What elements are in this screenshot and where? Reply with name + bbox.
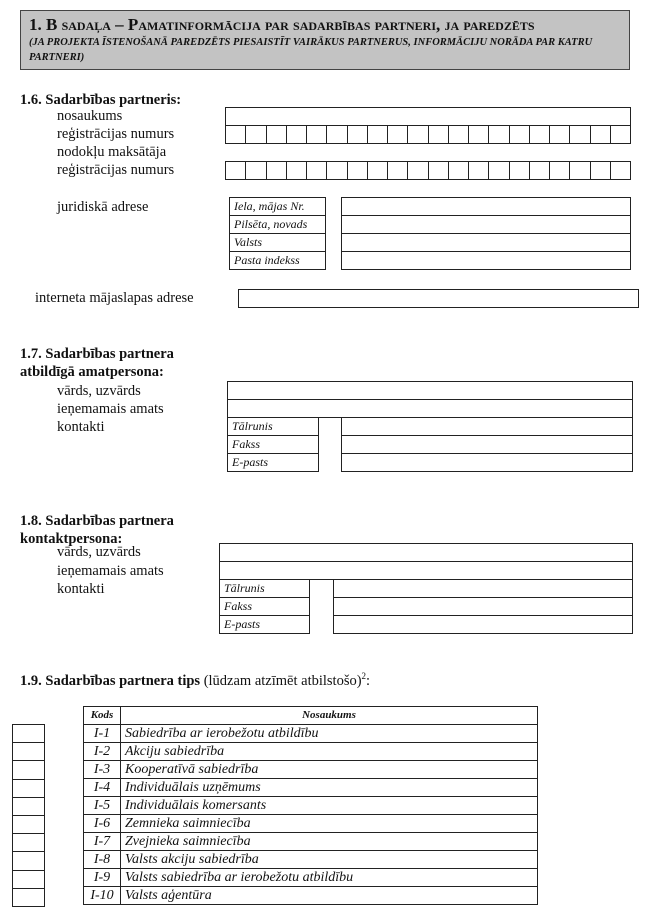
digit-cell[interactable] — [226, 162, 246, 179]
digit-cell[interactable] — [591, 162, 611, 179]
phone-field[interactable] — [334, 580, 632, 598]
digit-cell[interactable] — [246, 162, 266, 179]
type-code: I-1 — [84, 725, 121, 743]
label-contacts: kontakti — [57, 581, 105, 597]
digit-cell[interactable] — [287, 162, 307, 179]
label-position: ieņemamais amats — [57, 401, 164, 417]
type-row — [84, 725, 538, 743]
type-name: Valsts sabiedrība ar ierobežotu atbildību — [121, 869, 538, 887]
type-name: Akciju sabiedrība — [121, 743, 538, 761]
phone-field[interactable] — [342, 418, 632, 436]
type-row — [84, 833, 538, 851]
reg-number-grid[interactable] — [225, 125, 631, 144]
type-checkbox[interactable] — [13, 871, 44, 889]
official-position-field[interactable] — [228, 400, 632, 418]
digit-cell[interactable] — [307, 126, 327, 143]
label-tax-2: reģistrācijas numurs — [57, 162, 175, 178]
digit-cell[interactable] — [429, 162, 449, 179]
digit-cell[interactable] — [449, 126, 469, 143]
label-full-name: vārds, uzvārds — [57, 383, 141, 399]
type-name: Valsts aģentūra — [121, 887, 538, 905]
type-row — [84, 887, 538, 905]
digit-cell[interactable] — [327, 126, 347, 143]
label-email: E-pasts — [220, 616, 309, 634]
type-code: I-10 — [84, 887, 121, 905]
type-code: I-8 — [84, 851, 121, 869]
digit-cell[interactable] — [348, 126, 368, 143]
type-code: I-7 — [84, 833, 121, 851]
digit-cell[interactable] — [489, 162, 509, 179]
digit-cell[interactable] — [368, 126, 388, 143]
type-checkbox[interactable] — [13, 743, 44, 761]
digit-cell[interactable] — [510, 126, 530, 143]
type-code: I-2 — [84, 743, 121, 761]
heading-1-9 — [20, 671, 370, 690]
type-name: Individuālais uzņēmums — [121, 779, 538, 797]
type-row — [84, 743, 538, 761]
digit-cell[interactable] — [449, 162, 469, 179]
official-contact-labels — [227, 417, 319, 472]
fax-field[interactable] — [342, 436, 632, 454]
heading-1-9-colon: : — [366, 672, 371, 689]
contact-person-fields — [219, 543, 633, 580]
digit-cell[interactable] — [570, 126, 590, 143]
contact-person-contact-fields — [333, 579, 633, 634]
type-checkbox[interactable] — [13, 816, 44, 834]
heading-1-6: 1.6. Sadarbības partneris: — [20, 92, 182, 108]
type-name: Kooperatīvā sabiedrība — [121, 761, 538, 779]
col-name: Nosaukums — [121, 707, 538, 725]
digit-cell[interactable] — [550, 126, 570, 143]
digit-cell[interactable] — [530, 126, 550, 143]
digit-cell[interactable] — [408, 126, 428, 143]
official-contact-fields — [341, 417, 633, 472]
fax-field[interactable] — [334, 598, 632, 616]
digit-cell[interactable] — [246, 126, 266, 143]
digit-cell[interactable] — [368, 162, 388, 179]
city-field[interactable] — [342, 216, 630, 234]
type-checkbox[interactable] — [13, 852, 44, 870]
type-row — [84, 761, 538, 779]
heading-1-7-line1: 1.7. Sadarbības partnera — [20, 346, 174, 362]
tax-reg-number-grid[interactable] — [225, 161, 631, 180]
heading-1-8-line1: 1.8. Sadarbības partnera — [20, 513, 174, 529]
type-code: I-9 — [84, 869, 121, 887]
label-fax: Fakss — [220, 598, 309, 616]
heading-1-8 — [20, 512, 174, 548]
label-city: Pilsēta, novads — [230, 216, 325, 234]
partner-name-field[interactable] — [225, 107, 631, 126]
label-legal-address: juridiskā adrese — [57, 199, 149, 215]
label-fax: Fakss — [228, 436, 318, 454]
contact-position-field[interactable] — [220, 562, 632, 580]
footnote-ref: 2 — [361, 671, 367, 681]
address-labels — [229, 197, 326, 270]
type-name: Zemnieka saimniecība — [121, 815, 538, 833]
type-checkbox[interactable] — [13, 780, 44, 798]
digit-cell[interactable] — [429, 126, 449, 143]
type-row — [84, 779, 538, 797]
digit-cell[interactable] — [469, 126, 489, 143]
type-checkbox[interactable] — [13, 889, 44, 907]
type-code: I-3 — [84, 761, 121, 779]
digit-cell[interactable] — [226, 126, 246, 143]
section-header — [20, 10, 630, 70]
label-email: E-pasts — [228, 454, 318, 472]
heading-1-7 — [20, 345, 174, 381]
type-name: Individuālais komersants — [121, 797, 538, 815]
digit-cell[interactable] — [469, 162, 489, 179]
email-field[interactable] — [334, 616, 632, 634]
label-phone: Tālrunis — [228, 418, 318, 436]
type-name: Zvejnieka saimniecība — [121, 833, 538, 851]
contact-name-field[interactable] — [220, 544, 632, 562]
digit-cell[interactable] — [611, 162, 631, 179]
digit-cell[interactable] — [388, 126, 408, 143]
digit-cell[interactable] — [550, 162, 570, 179]
type-name: Sabiedrība ar ierobežotu atbildību — [121, 725, 538, 743]
digit-cell[interactable] — [307, 162, 327, 179]
type-checkboxes — [12, 724, 45, 907]
address-fields — [341, 197, 631, 270]
contact-person-labels — [219, 579, 310, 634]
heading-1-7-line2: atbildīgā amatpersona: — [20, 364, 164, 380]
digit-cell[interactable] — [570, 162, 590, 179]
type-row — [84, 815, 538, 833]
label-full-name: vārds, uzvārds — [57, 544, 141, 560]
digit-cell[interactable] — [348, 162, 368, 179]
postcode-field[interactable] — [342, 252, 630, 270]
type-name: Valsts akciju sabiedrība — [121, 851, 538, 869]
digit-cell[interactable] — [267, 126, 287, 143]
type-checkbox[interactable] — [13, 761, 44, 779]
digit-cell[interactable] — [408, 162, 428, 179]
digit-cell[interactable] — [510, 162, 530, 179]
heading-1-8-line2: kontaktpersona: — [20, 531, 123, 547]
type-code: I-6 — [84, 815, 121, 833]
heading-1-9-title: 1.9. Sadarbības partnera tips — [20, 672, 201, 689]
digit-cell[interactable] — [591, 126, 611, 143]
col-code: Kods — [84, 707, 121, 725]
street-field[interactable] — [342, 198, 630, 216]
website-field[interactable] — [238, 289, 639, 308]
digit-cell[interactable] — [530, 162, 550, 179]
label-reg-number: reģistrācijas numurs — [57, 126, 175, 142]
label-position: ieņemamais amats — [57, 563, 164, 579]
type-checkbox[interactable] — [13, 798, 44, 816]
email-field[interactable] — [342, 454, 632, 472]
label-postcode: Pasta indekss — [230, 252, 325, 270]
digit-cell[interactable] — [267, 162, 287, 179]
type-row — [84, 797, 538, 815]
label-street: Iela, mājas Nr. — [230, 198, 325, 216]
type-row — [84, 869, 538, 887]
digit-cell[interactable] — [489, 126, 509, 143]
digit-cell[interactable] — [388, 162, 408, 179]
type-code: I-4 — [84, 779, 121, 797]
country-field[interactable] — [342, 234, 630, 252]
type-row — [84, 851, 538, 869]
label-name: nosaukums — [57, 108, 123, 124]
official-fields — [227, 381, 633, 418]
type-checkbox[interactable] — [13, 834, 44, 852]
label-contacts: kontakti — [57, 419, 105, 435]
label-phone: Tālrunis — [220, 580, 309, 598]
partner-type-table — [83, 706, 538, 905]
type-checkbox[interactable] — [13, 725, 44, 743]
label-website: interneta mājaslapas adrese — [35, 290, 194, 306]
official-name-field[interactable] — [228, 382, 632, 400]
type-code: I-5 — [84, 797, 121, 815]
label-tax-1: nodokļu maksātāja — [57, 144, 167, 160]
section-subtitle: (JA PROJEKTA ĪSTENOŠANĀ PAREDZĒTS PIESAISTĪT VAIRĀKUS PARTNERUS, INFORMĀCIJU NORĀDA PAR KATRU PARTNERI) — [29, 37, 593, 63]
label-country: Valsts — [230, 234, 325, 252]
digit-cell[interactable] — [611, 126, 631, 143]
section-title: 1. B sadaļa – Pamatinformācija par sadarbības partneri, ja paredzēts — [29, 15, 535, 34]
digit-cell[interactable] — [327, 162, 347, 179]
digit-cell[interactable] — [287, 126, 307, 143]
heading-1-9-note: (lūdzam atzīmēt atbilstošo) — [200, 672, 362, 689]
